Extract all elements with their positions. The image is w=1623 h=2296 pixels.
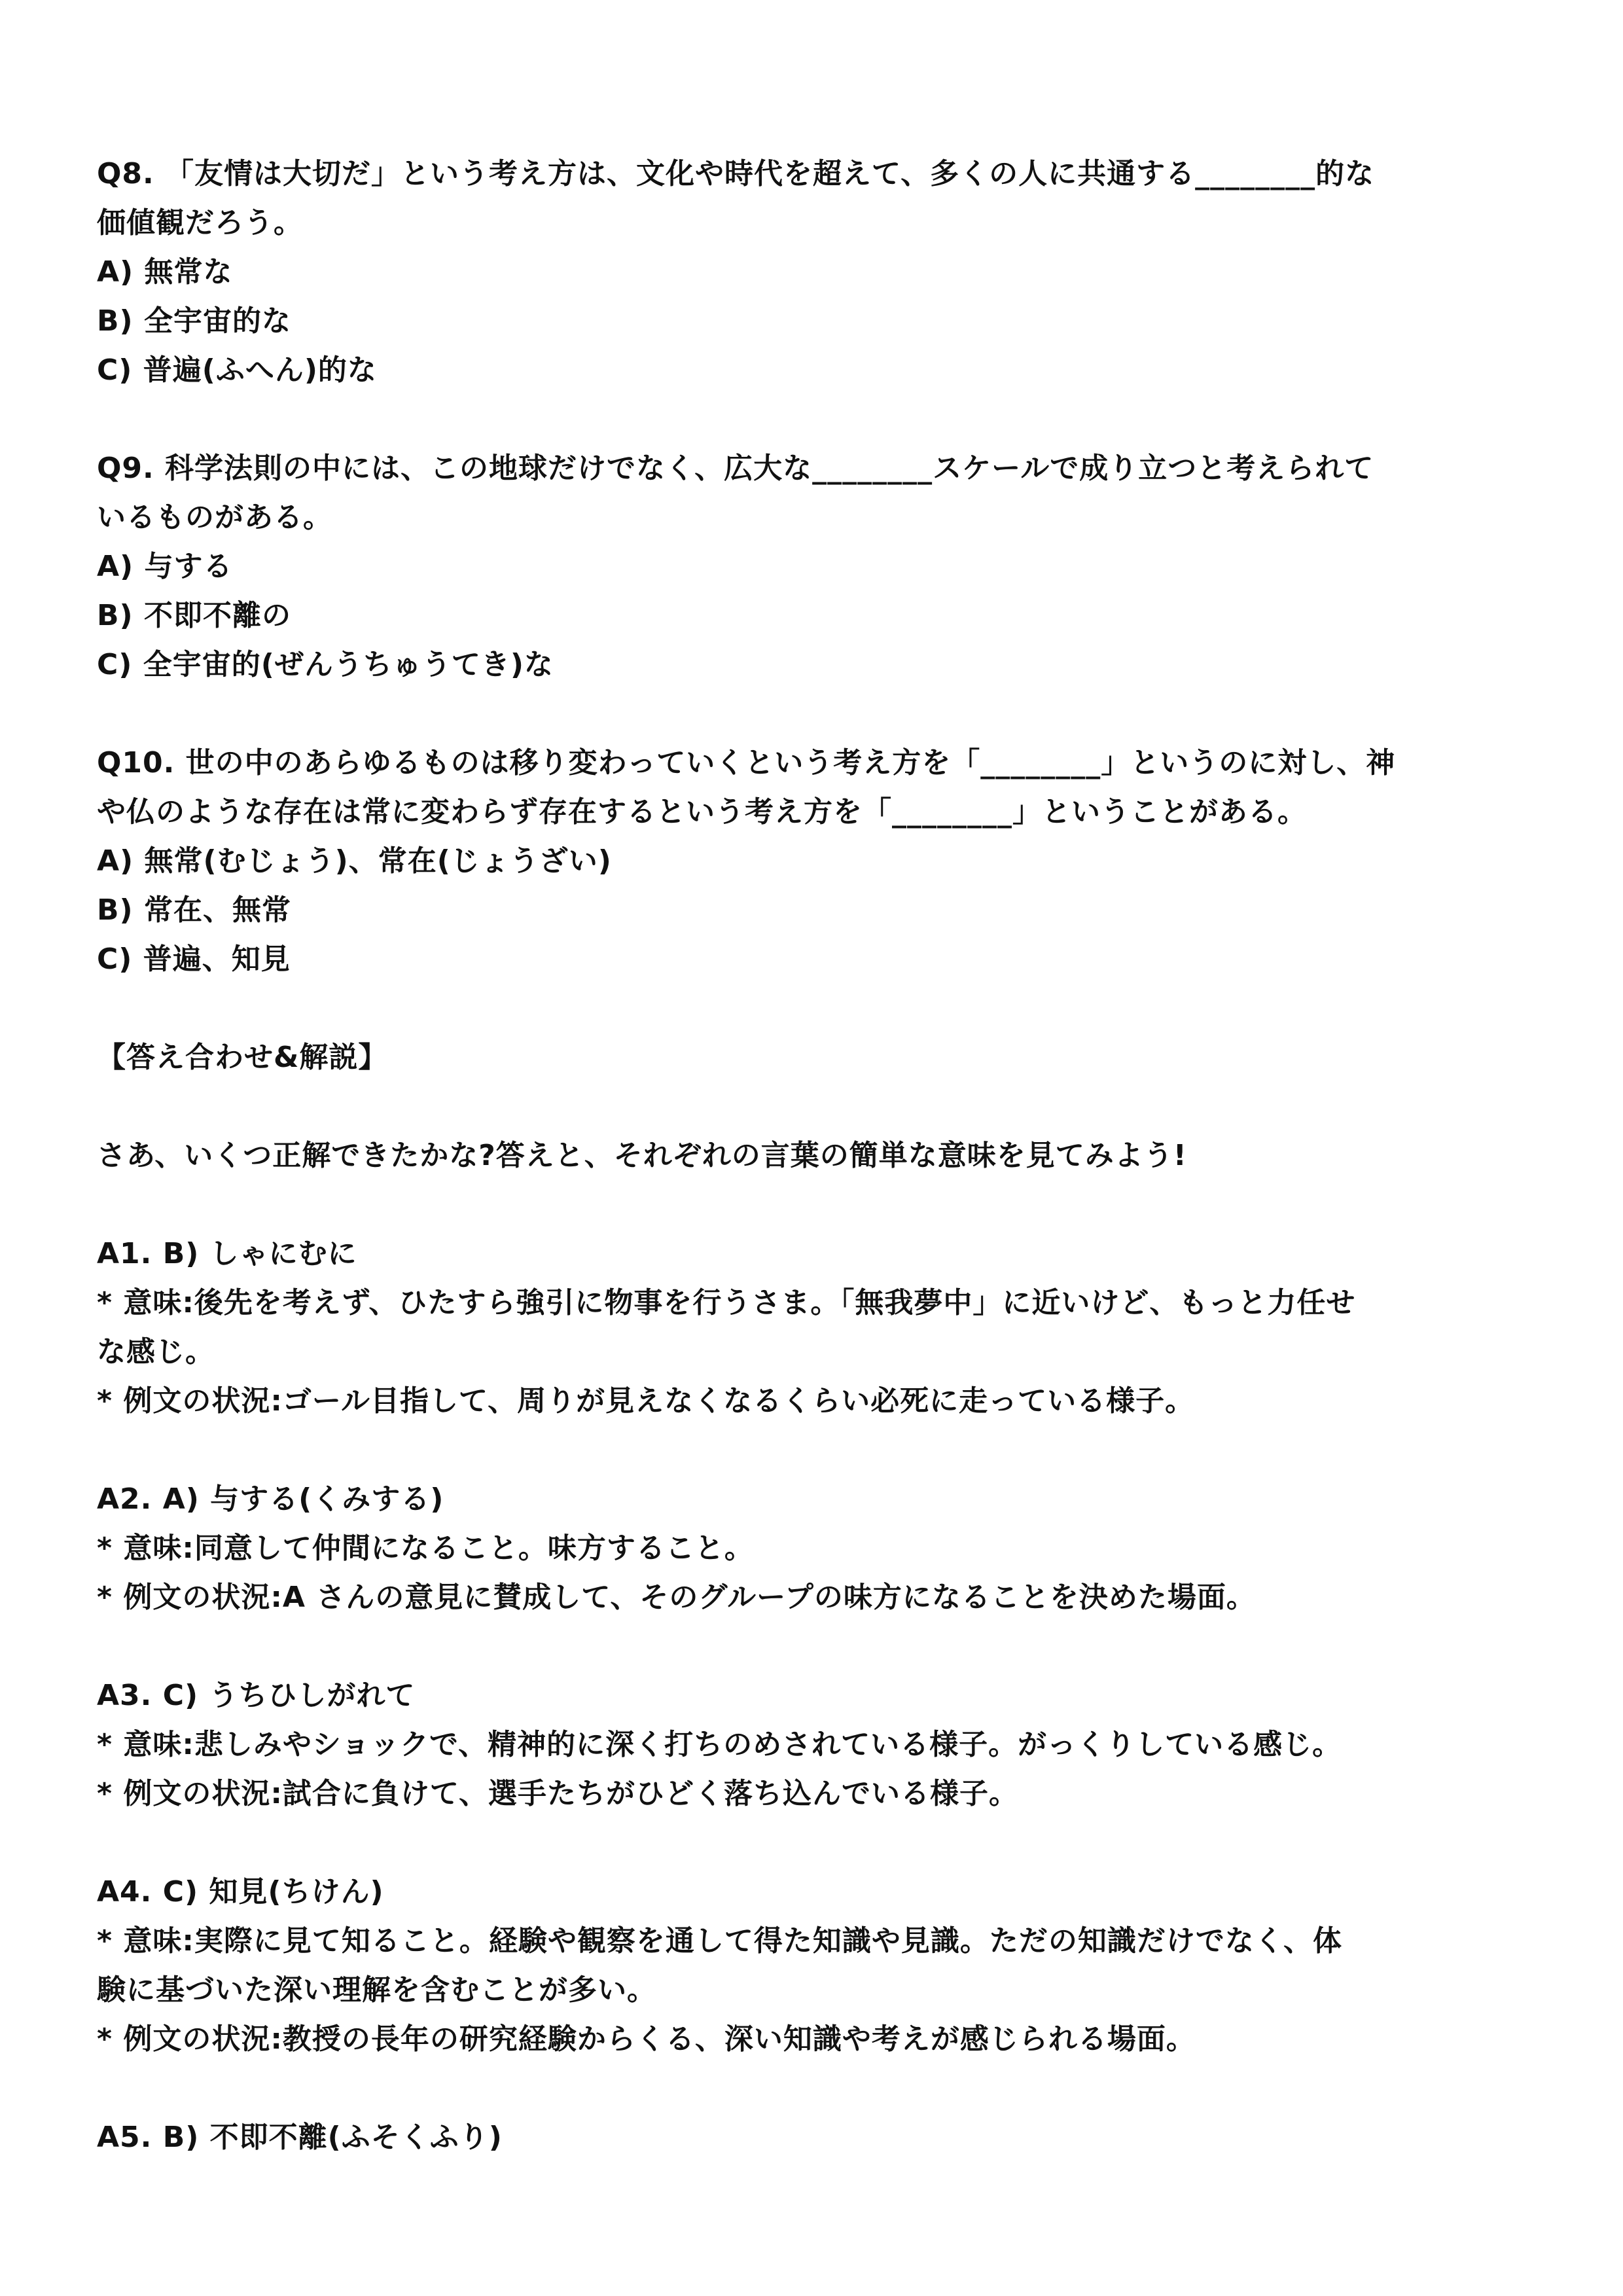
answer-option: A) 無常(むじょう)、常在(じょうざい) [97,844,612,878]
explanation-line: 験に基づいた深い理解を含むことが多い。 [97,1973,656,2007]
explanation-line: な感じ。 [97,1335,215,1369]
question-q9 [97,444,1530,689]
answer-option: A) 無常な [97,255,233,289]
answer-a1 [97,1229,1530,1426]
question-text-line: Q10. 世の中のあらゆるものは移り変わっていくという考え方を「________」というのに対し、神 [97,746,1396,780]
answer-option: A) 与する [97,550,233,583]
answer-option: C) 全宇宙的(ぜんうちゅうてき)な [97,648,554,681]
question-q8 [97,149,1530,395]
question-q10 [97,738,1530,984]
question-text-line: Q9. 科学法則の中には、この地球だけでなく、広大な________スケールで成り立つと考えられて [97,452,1374,485]
document-page [97,149,1530,2162]
question-text-line: 価値観だろう。 [97,206,303,240]
answer-option: B) 常在、無常 [97,893,291,927]
explanation-line: * 意味:実際に見て知ること。経験や観察を通して得た知識や見識。ただの知識だけでなく、体 [97,1924,1343,1958]
answer-a5 [97,2113,1530,2162]
explanation-line: * 例文の状況:A さんの意見に賛成して、そのグループの味方になることを決めた場面。 [97,1581,1256,1614]
explanation-line: * 意味:悲しみやショックで、精神的に深く打ちのめされている様子。がっくりしている感じ。 [97,1728,1342,1761]
answer-heading: A2. A) 与する(くみする) [97,1482,444,1516]
explanation-line: * 例文の状況:教授の長年の研究経験からくる、深い知識や考えが感じられる場面。 [97,2022,1196,2056]
explanation-line: * 例文の状況:試合に負けて、選手たちがひどく落ち込んでいる様子。 [97,1777,1019,1810]
answer-heading: A4. C) 知見(ちけん) [97,1875,384,1909]
question-text-line: や仏のような存在は常に変わらず存在するという考え方を「________」ということがある。 [97,795,1307,829]
answer-heading: A1. B) しゃにむに [97,1237,357,1270]
answer-option: B) 不即不離の [97,599,291,632]
answer-option: C) 普遍(ふへん)的な [97,353,377,387]
answer-option: C) 普遍、知見 [97,942,291,976]
answer-a2 [97,1475,1530,1622]
explanation-line: * 意味:同意して仲間になること。味方すること。 [97,1532,754,1565]
section-title: 【答え合わせ&解説】 [97,1041,388,1074]
answer-heading: A3. C) うちひしがれて [97,1679,416,1712]
answer-option: B) 全宇宙的な [97,304,291,338]
answer-a3 [97,1671,1530,1818]
explanation-line: * 例文の状況:ゴール目指して、周りが見えなくなるくらい必死に走っている様子。 [97,1384,1195,1418]
answer-heading: A5. B) 不即不離(ふそくふり) [97,2121,503,2154]
question-text-line: Q8. 「友情は大切だ」という考え方は、文化や時代を超えて、多くの人に共通する________的な [97,157,1375,190]
explanation-line: * 意味:後先を考えず、ひたすら強引に物事を行うさま。「無我夢中」に近いけど、もっと力任せ [97,1286,1356,1319]
question-text-line: いるものがある。 [97,501,332,534]
answer-a4 [97,1867,1530,2064]
intro-text: さあ、いくつ正解できたかな?答えと、それぞれの言葉の簡単な意味を見てみよう! [97,1139,1187,1172]
